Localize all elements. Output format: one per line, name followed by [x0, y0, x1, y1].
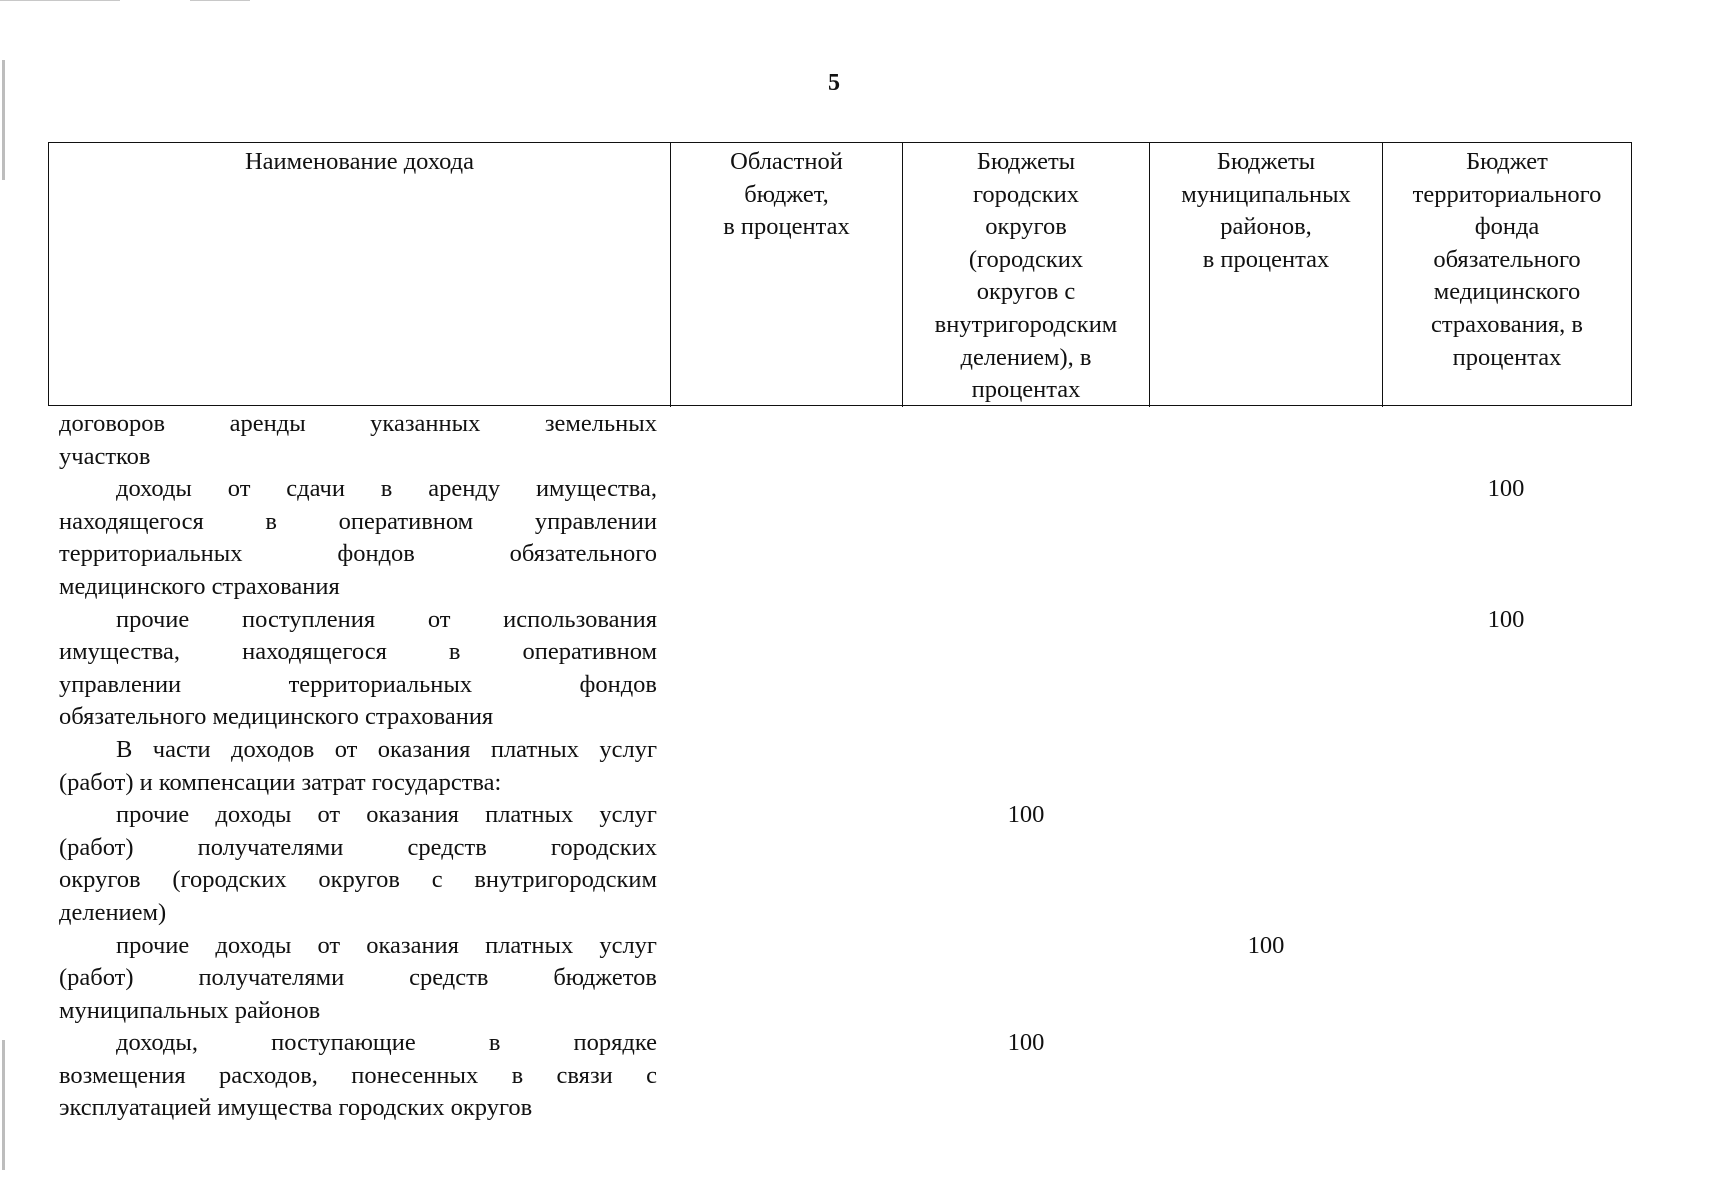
table-row [0, 1027, 1720, 1125]
description-line: прочие поступления от использования [116, 605, 657, 633]
percent-value-city: 100 [1007, 1029, 1045, 1057]
description-line: обязательного медицинского страхования [59, 703, 494, 731]
header-line: медицинского [1433, 278, 1581, 306]
description-line: участков [59, 442, 151, 470]
description-line: территориальных фондов обязательного [59, 540, 657, 568]
percent-value-city: 100 [1007, 801, 1045, 829]
description-line: делением) [59, 898, 167, 926]
header-municipal-budgets [1150, 143, 1383, 407]
description-line: округов (городских округов с внутригородским [59, 866, 657, 894]
header-line: в процентах [723, 213, 850, 241]
description-line: В части доходов от оказания платных услуг [116, 735, 657, 763]
description-line: прочие доходы от оказания платных услуг [116, 801, 657, 829]
table-row [0, 734, 1720, 799]
income-description [59, 1027, 657, 1125]
description-line: управлении территориальных фондов [59, 670, 657, 698]
header-line: делением), в [960, 343, 1092, 371]
income-description [59, 604, 657, 734]
description-line: (работ) получателями средств городских [59, 833, 657, 861]
scan-artifact [0, 0, 120, 1]
header-line: Бюджеты [1216, 148, 1316, 175]
description-line: находящегося в оперативном управлении [59, 507, 657, 535]
header-line: внутригородским [934, 310, 1118, 338]
table-row [0, 604, 1720, 734]
header-oblast-budget [671, 143, 903, 407]
header-line: фонда [1474, 213, 1540, 241]
header-city-budgets [903, 143, 1150, 407]
description-line: прочие доходы от оказания платных услуг [116, 931, 657, 959]
header-line: районов, [1220, 213, 1312, 241]
header-line: обязательного [1433, 245, 1581, 273]
header-line: округов с [976, 278, 1076, 306]
description-line: имущества, находящегося в оперативном [59, 638, 657, 666]
header-line: процентах [971, 376, 1081, 404]
page-number: 5 [828, 70, 840, 96]
table-row [0, 473, 1720, 603]
income-description [59, 799, 657, 929]
description-line: муниципальных районов [59, 996, 321, 1024]
description-line: (работ) и компенсации затрат государства: [59, 768, 502, 796]
description-line: медицинского страхования [59, 572, 340, 600]
header-line: Наименование дохода [244, 148, 475, 175]
description-line: эксплуатацией имущества городских округов [59, 1094, 533, 1122]
percent-value-fund: 100 [1487, 475, 1525, 503]
header-line: процентах [1452, 343, 1562, 371]
income-description [59, 930, 657, 1028]
description-line: (работ) получателями средств бюджетов [59, 964, 657, 992]
table-header [48, 142, 1632, 406]
description-line: договоров аренды указанных земельных [59, 410, 657, 437]
header-line: в процентах [1202, 245, 1330, 273]
description-line: возмещения расходов, понесенных в связи с [59, 1061, 657, 1089]
header-line: округов [985, 213, 1067, 241]
scan-artifact [190, 0, 250, 1]
percent-value-muni: 100 [1247, 931, 1285, 959]
income-description [59, 408, 657, 473]
percent-value-fund: 100 [1487, 605, 1525, 633]
header-line: Бюджет [1466, 148, 1548, 175]
header-line: городских [972, 180, 1080, 208]
header-line: территориального [1412, 180, 1602, 208]
header-income-name [49, 143, 671, 407]
header-medical-fund-budget [1383, 143, 1631, 407]
table-body [0, 408, 1720, 1125]
table-row [0, 799, 1720, 929]
header-line: страхования, в [1430, 310, 1583, 338]
description-line: доходы, поступающие в порядке [116, 1029, 657, 1057]
income-description [59, 473, 657, 603]
table-row [0, 930, 1720, 1028]
table-row [0, 408, 1720, 473]
header-line: (городских [968, 245, 1084, 273]
income-description [59, 734, 657, 799]
header-line: Областной [730, 148, 843, 175]
header-line: бюджет, [744, 180, 829, 208]
header-line: муниципальных [1181, 180, 1351, 208]
header-line: Бюджеты [976, 148, 1076, 175]
description-line: доходы от сдачи в аренду имущества, [116, 475, 657, 503]
